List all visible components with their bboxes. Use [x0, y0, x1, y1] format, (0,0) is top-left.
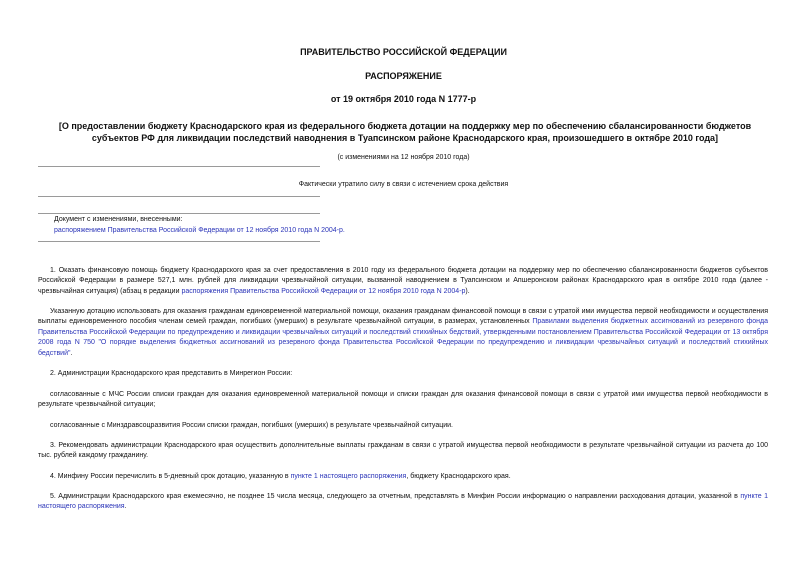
- paragraph-2-link[interactable]: Правилами выделения бюджетных ассигнований из резервного фонда Правительства Российской Федерации по предупреждению и ликвидации чрезвычайных ситуаций и последствий стихийных бедствий, утвержденными постановлением Правительства Российской Федерации от 13 октября 2008 года N 750 "О порядке выделения бюджетных ассигнований из резервного фонда Правительства Российской Федерации по предупреждению и ликвидации чрезвычайных ситуаций и последствий стихийных бедствий": [38, 318, 769, 357]
- document-type: РАСПОРЯЖЕНИЕ: [365, 71, 442, 81]
- paragraph-1-text: 1. Оказать финансовую помощь бюджету Краснодарского края за счет предоставления в 2010 году из федерального бюджета дотации на поддержку мер по обеспечению сбалансированности бюджетов субъектов Российской Федерации в размере 527,1 млн. рублей для ликвидации чрезвычайной ситуации, вызванной наводнением в Туапсинском и Апшеронском районах Краснодарского края в октябре 2010 года (далее - чрезвычайная ситуация) (абзац в редакции: [38, 267, 768, 295]
- amendment-note: (с изменениями на 12 ноября 2010 года): [337, 154, 470, 161]
- paragraph-5: согласованные с Минздравсоцразвития России списки граждан, погибших (умерших) в результате чрезвычайной ситуации.: [50, 422, 453, 429]
- paragraph-7-link[interactable]: пункте 1 настоящего распоряжения: [290, 473, 407, 480]
- paragraph-2-end: .: [70, 349, 73, 357]
- divider: [38, 196, 320, 197]
- paragraph-1: [38, 266, 768, 297]
- paragraph-8-end: .: [124, 503, 127, 511]
- paragraph-8-link[interactable]: пункте 1 настоящего распоряжения: [38, 493, 768, 511]
- paragraph-8: [38, 492, 768, 513]
- changes-link[interactable]: распоряжением Правительства Российской Федерации от 12 ноября 2010 года N 2004-р.: [54, 227, 345, 235]
- paragraph-6: 3. Рекомендовать администрации Краснодарского края осуществить дополнительные выплаты гражданам в связи с утратой имущества первой необходимости в результате чрезвычайной ситуации из расчета до 100 тыс. рублей каждому гражданину.: [38, 442, 768, 460]
- paragraph-7-end: , бюджету Краснодарского края.: [406, 473, 511, 480]
- title-line-2: субъектов РФ для ликвидации последствий наводнения в Туапсинском районе Краснодарского края, произошедшего в октябре 2010 года]: [91, 133, 719, 143]
- paragraph-4: согласованные с МЧС России списки граждан для оказания единовременной материальной помощи и списки граждан для оказания финансовой помощи в связи с утратой ими имущества первой необходимости в результате чрезвычайной ситуации;: [38, 391, 768, 409]
- government-heading: ПРАВИТЕЛЬСТВО РОССИЙСКОЙ ФЕДЕРАЦИИ: [300, 47, 507, 57]
- paragraph-7: [38, 472, 768, 482]
- title-line-1: [О предоставлении бюджету Краснодарского края из федерального бюджета дотации на поддержку мер по обеспечению сбалансированности бюджетов: [58, 121, 752, 131]
- document-title: [50, 120, 760, 144]
- paragraph-8-text: 5. Администрации Краснодарского края ежемесячно, не позднее 15 числа месяца, следующего за отчетным, представлять в Минфин России информацию о направлении расходования дотации, указанной в: [50, 493, 741, 500]
- status-note: Фактически утратило силу в связи с истечением срока действия: [298, 181, 509, 188]
- paragraph-2: [38, 307, 768, 359]
- paragraph-2-text: Указанную дотацию использовать для оказания гражданам единовременной материальной помощи, оказания гражданам финансовой помощи в связи с утратой ими имущества первой необходимости и осуществления выплаты единовременного пособия членам семей граждан, погибших (умерших) в результате чрезвычайной ситуации, в размерах, установленных: [38, 308, 768, 326]
- paragraph-1-link[interactable]: распоряжения Правительства Российской Федерации от 12 ноября 2010 года N 2004-р: [181, 287, 466, 295]
- changes-label: Документ с изменениями, внесенными:: [54, 216, 183, 223]
- document-date-number: от 19 октября 2010 года N 1777-р: [330, 94, 477, 104]
- divider: [38, 241, 320, 242]
- paragraph-1-end: ).: [465, 287, 470, 295]
- paragraph-7-text: 4. Минфину России перечислить в 5-дневный срок дотацию, указанную в: [50, 473, 291, 480]
- divider: [38, 213, 320, 214]
- divider: [38, 166, 320, 167]
- paragraph-3: 2. Администрации Краснодарского края представить в Минрегион России:: [50, 370, 293, 377]
- changes-block: [54, 215, 454, 237]
